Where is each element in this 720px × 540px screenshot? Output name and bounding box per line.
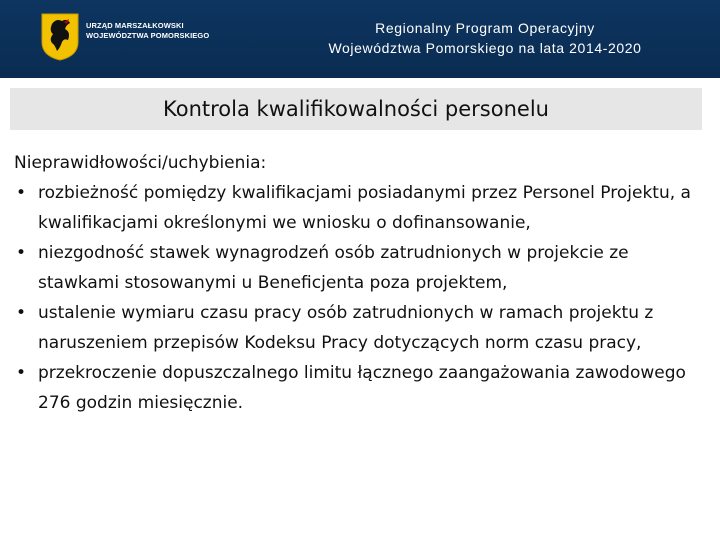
list-item-text: ustalenie wymiaru czasu pracy osób zatrudnionych w ramach projektu z naruszeniem przepisów Kodeksu Pracy dotyczących norm czasu pracy, [38,303,654,353]
program-title-line1: Regionalny Program Operacyjny [375,20,595,36]
issues-list [14,178,704,418]
list-item-text: niezgodność stawek wynagrodzeń osób zatrudnionych w projekcie ze stawkami stosowanymi u Beneficjenta poza projektem, [38,243,629,293]
bullet-icon: • [16,183,27,203]
logo-caption [86,21,209,41]
list-item [14,358,704,418]
program-title [270,18,700,58]
list-item [14,298,704,358]
content-heading: Nieprawidłowości/uchybienia: [14,153,267,173]
bullet-icon: • [16,243,27,263]
bullet-icon: • [16,363,27,383]
slide-title: Kontrola kwalifikowalności personelu [163,97,549,121]
program-title-line2: Województwa Pomorskiego na lata 2014-2020 [328,40,642,56]
logo-caption-line1: URZĄD MARSZAŁKOWSKI [86,21,184,30]
griffin-coat-of-arms-icon [40,12,80,62]
header-bar [0,0,720,78]
list-item-text: rozbieżność pomiędzy kwalifikacjami posiadanymi przez Personel Projektu, a kwalifikacjami określonymi we wniosku o dofinansowanie, [38,183,691,233]
logo-caption-line2: WOJEWÓDZTWA POMORSKIEGO [86,31,210,40]
bullet-icon: • [16,303,27,323]
slide-content [14,148,704,418]
list-item-text: przekroczenie dopuszczalnego limitu łącznego zaangażowania zawodowego 276 godzin miesięcznie. [38,363,686,413]
list-item [14,178,704,238]
list-item [14,238,704,298]
